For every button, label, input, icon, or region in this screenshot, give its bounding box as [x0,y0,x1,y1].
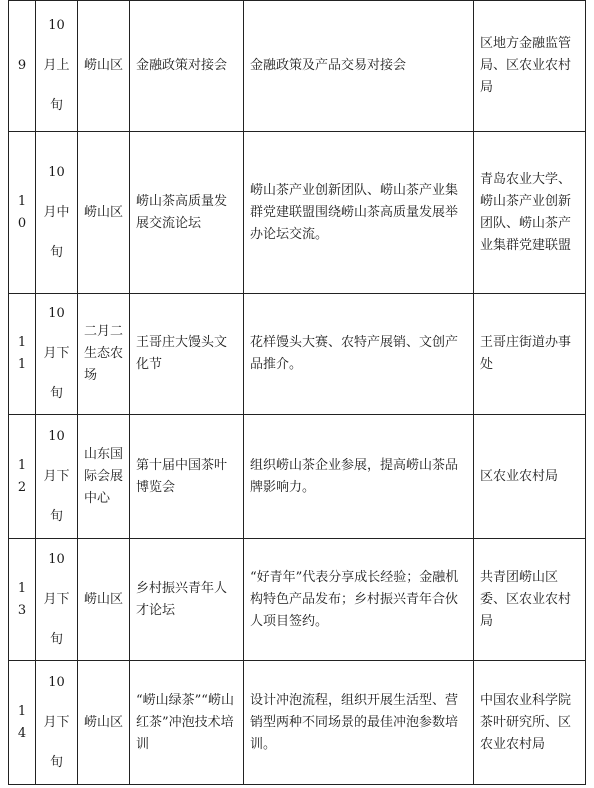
row-number: 13 [9,539,36,661]
time-cell [36,539,78,661]
time-line: 10 [48,674,65,690]
time-cell [36,661,78,785]
time-line: 月下 [43,591,70,607]
place-cell: 崂山区 [78,661,130,785]
organizer-cell: 青岛农业大学、崂山茶产业创新团队、崂山茶产业集群党建联盟 [474,132,586,294]
activity-content-cell: 金融政策及产品交易对接会 [244,1,474,132]
time-line: 旬 [49,386,63,401]
organizer-cell: 区农业农村局 [474,415,586,539]
time-line: 旬 [49,508,63,524]
place-cell: 山东国际会展中心 [78,415,130,539]
time-cell [36,294,78,415]
table-row [9,415,586,539]
activity-content-cell: 崂山茶产业创新团队、崂山茶产业集群党建联盟围绕崂山茶高质量发展举办论坛交流。 [244,132,474,294]
time-line: 10 [48,551,65,567]
time-line: 旬 [49,754,63,770]
time-cell [36,132,78,294]
time-line: 月下 [43,346,70,361]
row-number: 11 [9,294,36,415]
place-cell: 二月二生态农场 [78,294,130,415]
row-number: 12 [9,415,36,539]
time-line: 10 [48,306,65,321]
activity-name-cell: 第十届中国茶叶博览会 [130,415,244,539]
activity-name-cell: 金融政策对接会 [130,1,244,132]
organizer-cell: 共青团崂山区委、区农业农村局 [474,539,586,661]
table-row [9,661,586,785]
time-line: 月上 [43,58,70,73]
place-cell: 崂山区 [78,132,130,294]
time-line: 旬 [49,244,63,260]
table-row [9,539,586,661]
row-number: 14 [9,661,36,785]
activity-content-cell: 组织崂山茶企业参展，提高崂山茶品牌影响力。 [244,415,474,539]
time-line: 10 [48,164,65,180]
time-line: 月下 [43,468,70,484]
table-row [9,294,586,415]
activity-schedule-table [8,0,586,785]
activity-name-cell: “崂山绿茶”“崂山红茶”冲泡技术培训 [130,661,244,785]
time-line: 月下 [43,714,70,730]
time-line: 旬 [49,98,63,113]
time-cell [36,415,78,539]
activity-content-cell: “好青年”代表分享成长经验；金融机构特色产品发布；乡村振兴青年合伙人项目签约。 [244,539,474,661]
time-line: 10 [48,428,65,444]
activity-name-cell: 乡村振兴青年人才论坛 [130,539,244,661]
time-cell [36,1,78,132]
organizer-cell: 王哥庄街道办事处 [474,294,586,415]
place-cell: 崂山区 [78,1,130,132]
activity-content-cell: 花样馒头大赛、农特产展销、文创产品推介。 [244,294,474,415]
time-line: 10 [48,18,65,33]
activity-content-cell: 设计冲泡流程，组织开展生活型、营销型两种不同场景的最佳冲泡参数培训。 [244,661,474,785]
activity-name-cell: 崂山茶高质量发展交流论坛 [130,132,244,294]
organizer-cell: 区地方金融监管局、区农业农村局 [474,1,586,132]
organizer-cell: 中国农业科学院茶叶研究所、区农业农村局 [474,661,586,785]
table-row [9,1,586,132]
place-cell: 崂山区 [78,539,130,661]
activity-name-cell: 王哥庄大馒头文化节 [130,294,244,415]
time-line: 旬 [49,631,63,647]
row-number: 9 [9,1,36,132]
table-row [9,132,586,294]
row-number: 10 [9,132,36,294]
time-line: 月中 [43,204,70,220]
